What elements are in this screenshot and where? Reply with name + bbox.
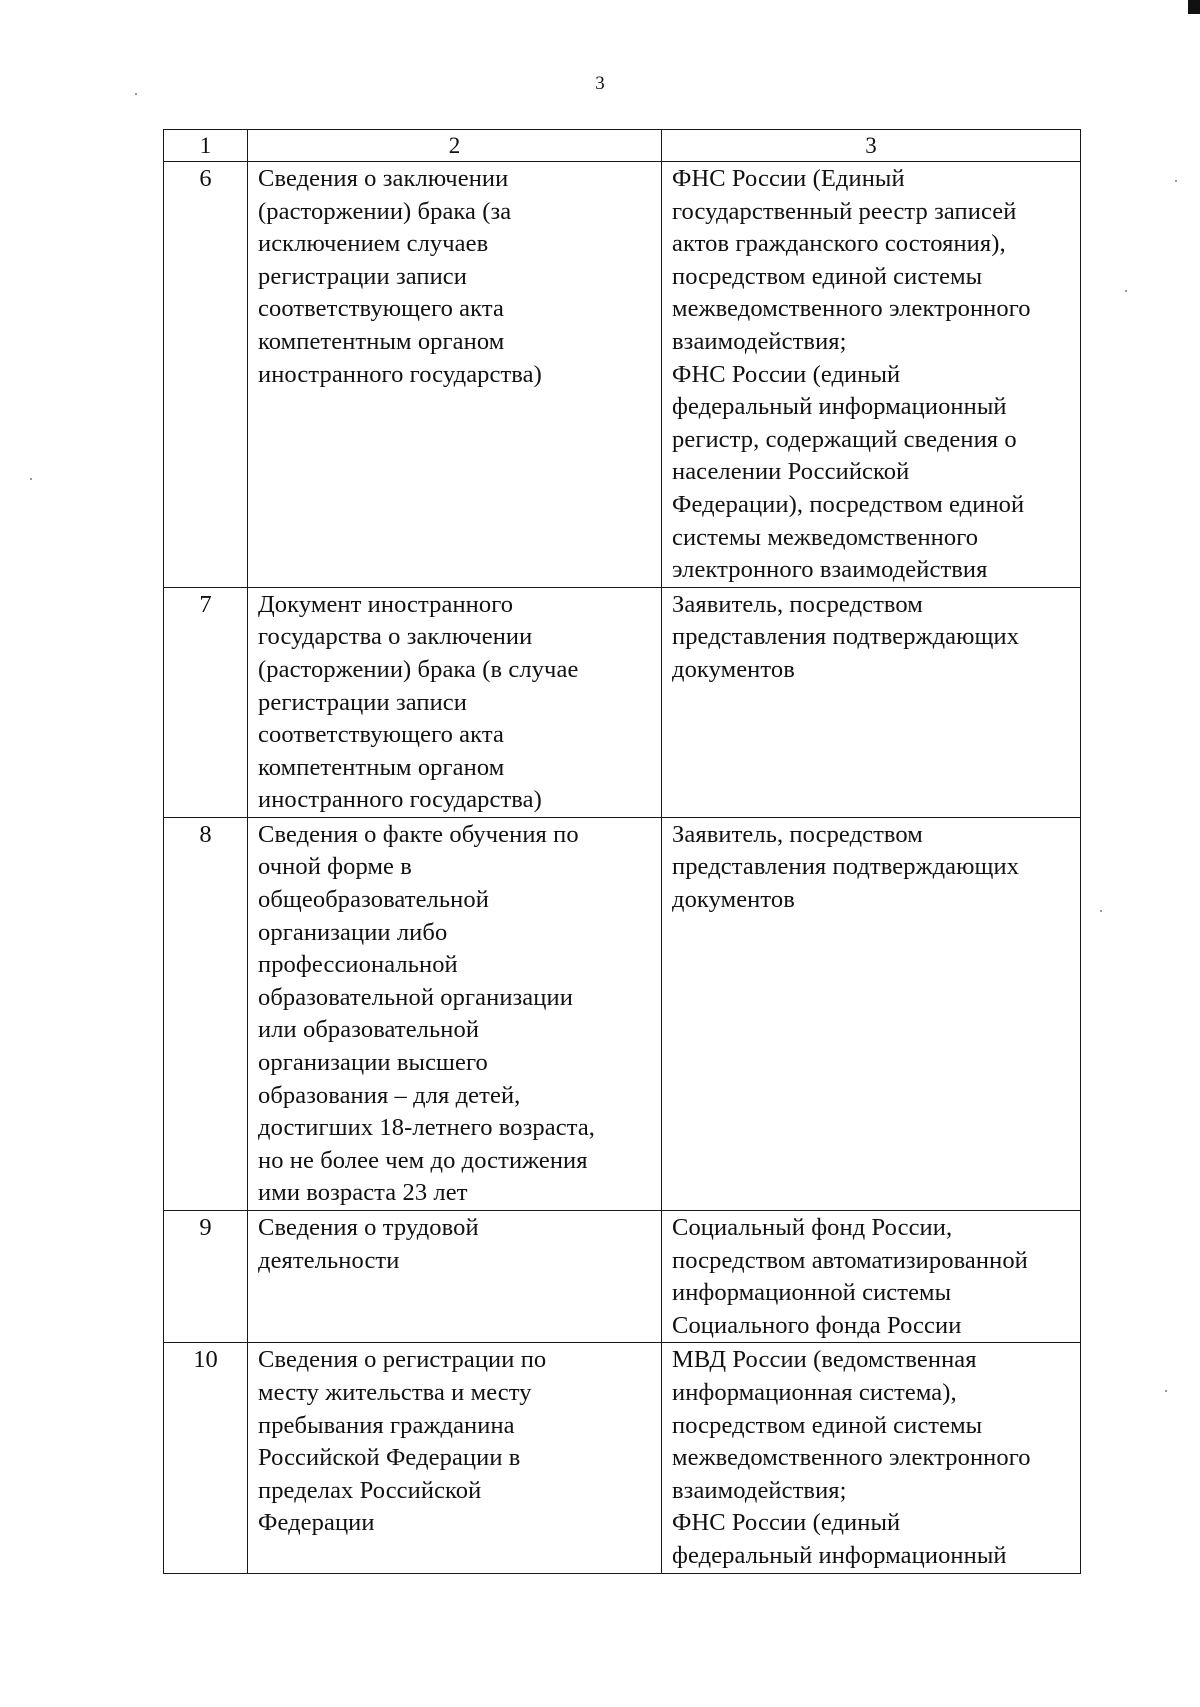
table-row — [164, 162, 1081, 588]
table-row — [164, 587, 1081, 817]
row-number: 9 — [164, 1211, 248, 1343]
row-number: 6 — [164, 162, 248, 588]
table-row — [164, 1343, 1081, 1573]
document-table — [163, 129, 1081, 1574]
scan-speck — [1125, 290, 1127, 292]
page-number: 3 — [595, 73, 605, 94]
source-cell: ФНС России (Единый государственный реестр записей актов гражданского состояния), посредством единой системы межведомственного электронного взаимодействия; ФНС России (единый федеральный информационный регистр, содержащий сведения о населении Российской Федерации), посредством единой системы межведомственного электронного взаимодействия — [662, 162, 1081, 588]
table-row — [164, 817, 1081, 1210]
info-cell: Сведения о трудовой деятельности — [248, 1211, 662, 1343]
scan-speck — [1175, 180, 1177, 182]
table-body — [164, 162, 1081, 1574]
scan-speck — [1100, 910, 1102, 912]
scan-speck — [30, 478, 32, 480]
header-col-3: 3 — [662, 130, 1081, 162]
row-number: 10 — [164, 1343, 248, 1573]
header-col-1: 1 — [164, 130, 248, 162]
source-cell: МВД России (ведомственная информационная система), посредством единой системы межведомственного электронного взаимодействия; ФНС России (единый федеральный информационный — [662, 1343, 1081, 1573]
info-cell: Документ иностранного государства о заключении (расторжении) брака (в случае регистрации записи соответствующего акта компетентным органом иностранного государства) — [248, 587, 662, 817]
source-cell: Социальный фонд России, посредством автоматизированной информационной системы Социального фонда России — [662, 1211, 1081, 1343]
header-col-2: 2 — [248, 130, 662, 162]
info-cell: Сведения о заключении (расторжении) брака (за исключением случаев регистрации записи соответствующего акта компетентным органом иностранного государства) — [248, 162, 662, 588]
source-cell: Заявитель, посредством представления подтверждающих документов — [662, 587, 1081, 817]
info-cell: Сведения о регистрации по месту жительства и месту пребывания гражданина Российской Федерации в пределах Российской Федерации — [248, 1343, 662, 1573]
info-cell: Сведения о факте обучения по очной форме в общеобразовательной организации либо профессиональной образовательной организации или образовательной организации высшего образования – для детей, достигших 18-летнего возраста, но не более чем до достижения ими возраста 23 лет — [248, 817, 662, 1210]
row-number: 8 — [164, 817, 248, 1210]
row-number: 7 — [164, 587, 248, 817]
scan-speck — [1165, 1390, 1167, 1392]
table-header — [164, 130, 1081, 162]
table-row — [164, 1211, 1081, 1343]
header-row — [164, 130, 1081, 162]
scan-speck — [135, 93, 137, 95]
source-cell: Заявитель, посредством представления подтверждающих документов — [662, 817, 1081, 1210]
scan-corner-mark — [1188, 0, 1200, 14]
